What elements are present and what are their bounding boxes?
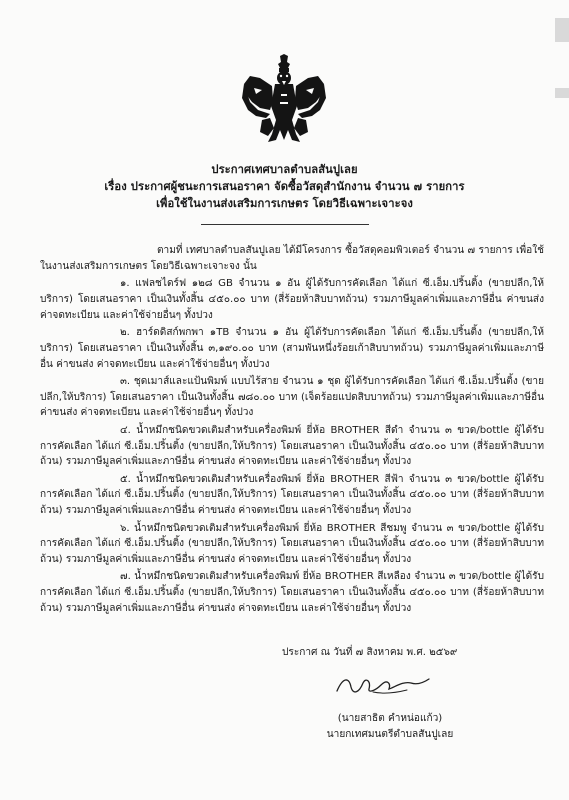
title-divider: [201, 224, 369, 225]
list-item: ๔. น้ำหมึกชนิดขวดเติมสำหรับเครื่องพิมพ์ ยี่ห้อ BROTHER สีดำ จำนวน ๓ ขวด/bottle ผู้ได้รับการคัดเลือก ได้แก่ ซี.เอ็ม.ปริ้นติ้ง (ขายปลีก,ให้บริการ) โดยเสนอราคา เป็นเงินทั้งสิ้น ๔๕๐.๐๐ บาท (สี่ร้อยห้าสิบบาทถ้วน) รวมภาษีมูลค่าเพิ่มและภาษีอื่น ค่าขนส่ง ค่าจดทะเบียน และค่าใช้จ่ายอื่นๆ ทั้งปวง: [40, 424, 544, 468]
signer-block: [305, 711, 475, 742]
list-item: ๒. ฮาร์ดดิสก์พกพา ๑TB จำนวน ๑ อัน ผู้ได้รับการคัดเลือก ได้แก่ ซี.เอ็ม.ปริ้นติ้ง (ขายปลีก,ให้บริการ) โดยเสนอราคา เป็นเงินทั้งสิ้น ๓,๑๙๐.๐๐ บาท (สามพันหนึ่งร้อยเก้าสิบบาทถ้วน) รวมภาษีมูลค่าเพิ่มและภาษีอื่น ค่าขนส่ง ค่าจดทะเบียน และค่าใช้จ่ายอื่นๆ ทั้งปวง: [40, 326, 544, 370]
signer-name: (นายสาธิต คำหน่อแก้ว): [337, 713, 443, 724]
title-line-subject: เรื่อง ประกาศผู้ชนะการเสนอราคา จัดซื้อวัสดุสำนักงาน จำนวน ๗ รายการ: [104, 180, 465, 193]
scan-edge-mark: [555, 18, 569, 42]
garuda-emblem-icon: [242, 54, 326, 146]
announcement-date: ประกาศ ณ วันที่ ๗ สิงหาคม พ.ศ. ๒๕๖๙: [282, 647, 458, 658]
list-item: ๖. น้ำหมึกชนิดขวดเติมสำหรับเครื่องพิมพ์ ยี่ห้อ BROTHER สีชมพู จำนวน ๓ ขวด/bottle ผู้ได้รับการคัดเลือก ได้แก่ ซี.เอ็ม.ปริ้นติ้ง (ขายปลีก,ให้บริการ) โดยเสนอราคา เป็นเงินทั้งสิ้น ๔๕๐.๐๐ บาท (สี่ร้อยห้าสิบบาทถ้วน) รวมภาษีมูลค่าเพิ่มและภาษีอื่น ค่าขนส่ง ค่าจดทะเบียน และค่าใช้จ่ายอื่นๆ ทั้งปวง: [40, 522, 544, 566]
intro-paragraph: ตามที่ เทศบาลตำบลสันปูเลย ได้มีโครงการ ซื้อวัสดุคอมพิวเตอร์ จำนวน ๗ รายการ เพื่อใช้ในงานส่งเสริมการเกษตร โดยวิธีเฉพาะเจาะจง นั้น: [40, 245, 544, 272]
list-item: ๕. น้ำหมึกชนิดขวดเติมสำหรับเครื่องพิมพ์ ยี่ห้อ BROTHER สีฟ้า จำนวน ๓ ขวด/bottle ผู้ได้รับการคัดเลือก ได้แก่ ซี.เอ็ม.ปริ้นติ้ง (ขายปลีก,ให้บริการ) โดยเสนอราคา เป็นเงินทั้งสิ้น ๔๕๐.๐๐ บาท (สี่ร้อยห้าสิบบาทถ้วน) รวมภาษีมูลค่าเพิ่มและภาษีอื่น ค่าขนส่ง ค่าจดทะเบียน และค่าใช้จ่ายอื่นๆ ทั้งปวง: [40, 473, 544, 517]
list-item: ๑. แฟลชไดร์ฟ ๑๒๘ GB จำนวน ๑ อัน ผู้ได้รับการคัดเลือก ได้แก่ ซี.เอ็ม.ปริ้นติ้ง (ขายปลีก,ให้บริการ) โดยเสนอราคา เป็นเงินทั้งสิ้น ๔๕๐.๐๐ บาท (สี่ร้อยห้าสิบบาทถ้วน) รวมภาษีมูลค่าเพิ่มและภาษีอื่น ค่าขนส่ง ค่าจดทะเบียน และค่าใช้จ่ายอื่นๆ ทั้งปวง: [40, 278, 544, 321]
list-item: ๗. น้ำหมึกชนิดขวดเติมสำหรับเครื่องพิมพ์ ยี่ห้อ BROTHER สีเหลือง จำนวน ๓ ขวด/bottle ผู้ได้รับการคัดเลือก ได้แก่ ซี.เอ็ม.ปริ้นติ้ง (ขายปลีก,ให้บริการ) โดยเสนอราคา เป็นเงินทั้งสิ้น ๔๕๐.๐๐ บาท (สี่ร้อยห้าสิบบาทถ้วน) รวมภาษีมูลค่าเพิ่มและภาษีอื่น ค่าขนส่ง ค่าจดทะเบียน และค่าใช้จ่ายอื่นๆ ทั้งปวง: [40, 571, 544, 615]
title-line-purpose: เพื่อใช้ในงานส่งเสริมการเกษตร โดยวิธีเฉพาะเจาะจง: [156, 197, 413, 210]
list-item: ๓. ชุดเมาส์และแป้นพิมพ์ แบบไร้สาย จำนวน ๑ ชุด ผู้ได้รับการคัดเลือก ได้แก่ ซี.เอ็ม.ปริ้นติ้ง (ขายปลีก,ให้บริการ) โดยเสนอราคา เป็นเงินทั้งสิ้น ๗๘๐.๐๐ บาท (เจ็ดร้อยแปดสิบบาทถ้วน) รวมภาษีมูลค่าเพิ่มและภาษีอื่น ค่าขนส่ง ค่าจดทะเบียน และค่าใช้จ่ายอื่นๆ ทั้งปวง: [40, 375, 544, 419]
announcement-body: [40, 243, 544, 618]
handwritten-signature: [333, 673, 433, 697]
scan-edge-mark: [555, 88, 569, 98]
signer-title: นายกเทศมนตรีตำบลสันปูเลย: [326, 728, 454, 740]
announcement-title: [60, 161, 509, 212]
title-line-organization: ประกาศเทศบาลตำบลสันปูเลย: [211, 163, 358, 176]
